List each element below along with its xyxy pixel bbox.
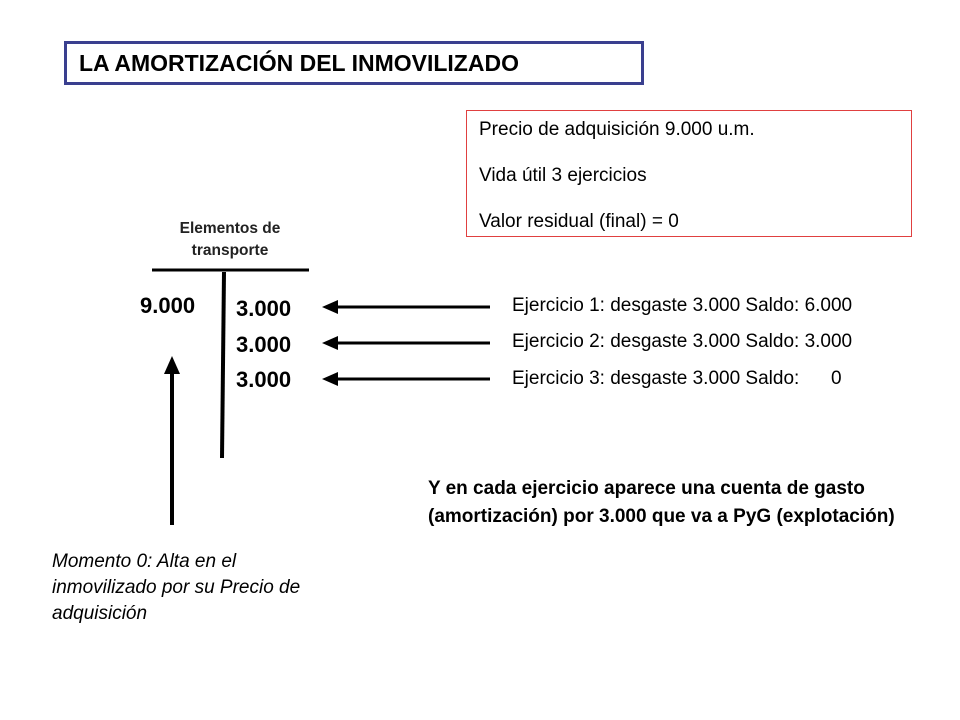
credit-amount-2: 3.000: [236, 332, 292, 357]
account-title-line2: transporte: [191, 242, 269, 259]
arrowhead-ejercicio-1: [322, 300, 338, 314]
credit-amount-3: 3.000: [236, 367, 292, 392]
arrowhead-ejercicio-3: [322, 372, 338, 386]
t-account-vertical-line: [222, 272, 224, 458]
ejercicio-2-text: Ejercicio 2: desgaste 3.000 Saldo: 3.000: [512, 331, 853, 352]
arrowhead-momento-0: [164, 356, 180, 374]
info-purchase-price: Precio de adquisición 9.000 u.m.: [479, 119, 755, 140]
page-title: LA AMORTIZACIÓN DEL INMOVILIZADO: [64, 41, 644, 85]
info-useful-life: Vida útil 3 ejercicios: [479, 165, 647, 186]
credit-amount-1: 3.000: [236, 296, 292, 321]
arrowhead-ejercicio-2: [322, 336, 338, 350]
debit-amount: 9.000: [140, 293, 196, 318]
ejercicio-3-text: Ejercicio 3: desgaste 3.000 Saldo: 0: [512, 368, 842, 389]
ejercicio-1-text: Ejercicio 1: desgaste 3.000 Saldo: 6.000: [512, 295, 853, 316]
account-title-line1: Elementos de: [179, 220, 281, 237]
expense-note: Y en cada ejercicio aparece una cuenta de gasto (amortización) por 3.000 que va a PyG (explotación): [428, 478, 895, 527]
momento-0-note: Momento 0: Alta en el inmovilizado por su Precio de adquisición: [52, 551, 301, 624]
info-residual-value: Valor residual (final) = 0: [479, 211, 679, 232]
